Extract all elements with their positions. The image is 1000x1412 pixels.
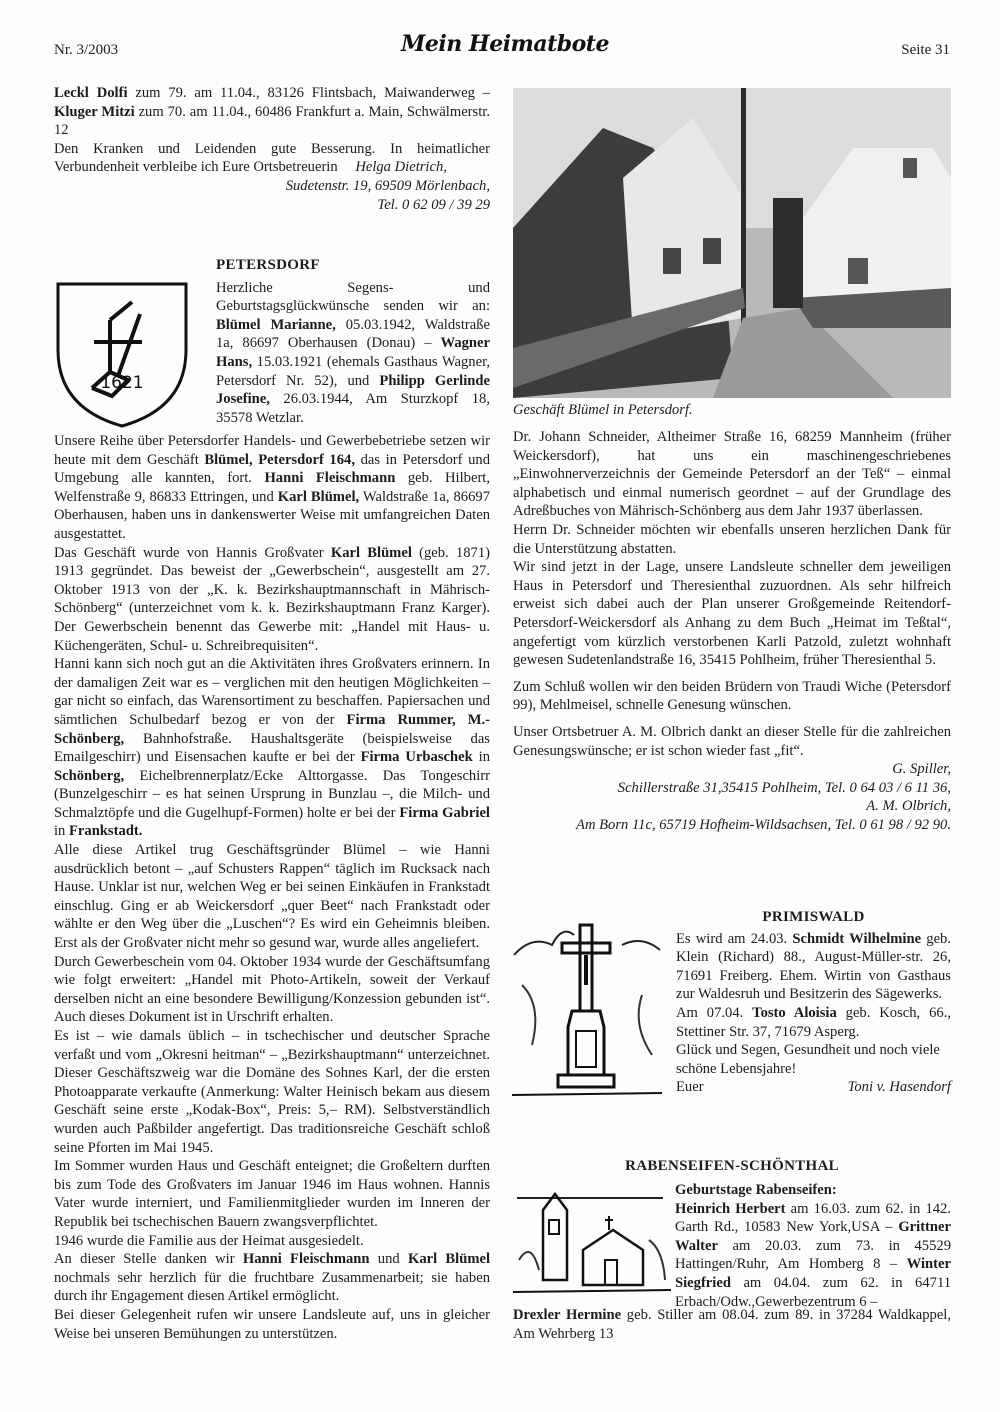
name: Leckl Dolfi [54,85,128,101]
rabenseifen-section-bottom: Drexler Hermine geb. Stiller am 08.04. zum 89. in 37284 Waldkappel, Am Wehrberg 13 [513,1307,951,1342]
page-number: Seite 31 [901,42,950,58]
name: Kluger Mitzi [54,103,135,120]
svg-text:Mein Heimatbote: Mein Heimatbote [401,31,609,57]
petersdorf-crest-icon [52,280,192,430]
section-heading-primiswald: PRIMISWALD [762,909,865,925]
petersdorf-intro: PETERSDORF Herzliche Segens- und Geburtstagsglückwünsche senden wir an: Blümel Marianne, 05.03.1942, Waldstraße 1a, 86697 Oberhausen (Donau) – Wagner Hans, 15.03.1921 (ehemals Gasthaus Wagner, Petersdorf Nr. 52), und Philipp Gerlinde Josefine, 26.03.1944, Am Sturzkopf 18, 35578 Wetzlar. [216,257,491,426]
signature-phone: Tel. 0 62 09 / 39 29 [377,196,490,213]
signature-address: Sudetenstr. 19, 69509 Mörlenbach, [285,177,490,194]
masthead-logo [401,28,609,58]
primiswald-section: PRIMISWALD Es wird am 24.03. Schmidt Wilhelmine geb. Klein (Richard) 88., August-Müller-str. 26, 71691 Freiberg. Ehem. Wirtin von Gasthaus zur Waldesruh und Besitzerin des Sägewerks. Am 07.04. Tosto Aloisia geb. Kosch, 66., Stettiner Str. 37, 71679 Asperg. Glück und Segen, Gesundheit und noch viele schöne Lebensjahre! Euer Toni v. Hasendorf [676,909,951,1096]
photo-caption: Geschäft Blümel in Petersdorf. [513,402,693,418]
signature-address: Am Born 11c, 65719 Hofheim-Wildsachsen, Tel. 0 61 98 / 92 90. [576,816,951,833]
signature-name: Helga Dietrich, [355,159,447,176]
issue-number: Nr. 3/2003 [54,42,119,58]
signature: Toni v. Hasendorf [847,1079,951,1096]
signature-address: Schillerstraße 31,35415 Pohlheim, Tel. 0 64 03 / 6 11 36, [617,779,951,796]
rabenseifen-section-top: Geburtstage Rabenseifen: Heinrich Herbert am 16.03. zum 62. in 142. Garth Rd., 10583 New York,USA – Grittner Walter am 20.03. zum 73. in 45529 Hattingen/Ruhr, Am Homberg 8 – Winter Siegfried am 04.04. zum 62. in 64711 Erbach/Odw.,Gewerbezentrum 6 – [675,1182,951,1310]
signature: G. Spiller, [892,761,951,778]
signature: A. M. Olbrich, [866,798,951,815]
wayside-cross-icon [512,915,662,1105]
church-sketch-icon [513,1180,671,1300]
right-column-text: Dr. Johann Schneider, Altheimer Straße 16, 68259 Mannheim (früher Weickersdorf), hat uns ein maschinengeschriebenes „Einwohnerverzeichnis der Gemeinde Petersdorf an der Teß“ – einmal alphabetisch und einmal numerisch geordnet – auf der Grundlage des Adreßbuches von Mährisch-Schönberg aus dem Jahr 1937 überlassen. Herrn Dr. Schneider möchten wir ebenfalls unseren herzlichen Dank für die Unterstützung abstatten. Wir sind jetzt in der Lage, unsere Landsleute schneller dem jeweiligen Haus in Petersdorf und Theresienthal zuzuordnen. Als sehr hilfreich erweist sich dabei auch der Plan unserer Großgemeinde Reitendorf-Petersdorf-Weickersdorf als Anhang zu dem Buch „Heimat im Teßtal“, angefertigt vom kürzlich verstorbenen Karli Patzold, zuletzt wohnhaft gewesen Sudetenlandstraße 16, 35415 Pohlheim, früher Theresienthal 5. Zum Schluß wollen wir den beiden Brüdern von Traudi Wiche (Petersdorf 99), Mehlmeisel, schnelle Genesung wünschen. Unser Ortsbetruer A. M. Olbrich dankt an dieser Stelle für die zahlreichen Genesungswünsche; er ist schon wieder fast „fit“. G. Spiller, Schillerstraße 31,35415 Pohlheim, Tel. 0 64 03 / 6 11 36, A. M. Olbrich, Am Born 11c, 65719 Hofheim-Wildsachsen, Tel. 0 61 98 / 92 90. [513,429,951,833]
section-heading-rabenseifen: RABENSEIFEN-SCHÖNTHAL [625,1158,839,1174]
top-left-block: Leckl Dolfi zum 79. am 11.04., 83126 Flintsbach, Maiwanderweg – Kluger Mitzi zum 70. am 11.04., 60486 Frankfurt a. Main, Schwälmerstr. 12 Den Kranken und Leidenden gute Besserung. In heimatlicher Verbundenheit verbleibe ich Eure Ortsbetreuerin Helga Dietrich, Sudetenstr. 19, 69509 Mörlenbach, Tel. 0 62 09 / 39 29 [54,85,490,213]
crest-year: 1621 [100,373,144,393]
article-petersdorf: Unsere Reihe über Petersdorfer Handels- und Gewerbebetriebe setzen wir heute mit dem Geschäft Blümel, Petersdorf 164, das in Petersdorf und Umgebung alle kannten, fort. Hanni Fleischmann geb. Hilbert, Welfenstraße 9, 86833 Ettringen, und Karl Blümel, Waldstraße 1a, 86697 Oberhausen, haben uns in dankenswerter Weise mit umfangreichen Daten ausgestattet. Das Geschäft wurde von Hannis Großvater Karl Blümel (geb. 1871) 1913 gegründet. Das beweist der „Gewerbschein“, ausgestellt am 27. Oktober 1913 von der „K. k. Bezirkshauptmannschaft in Mährisch-Schönberg“ (unterzeichnet vom k. k. Bezirkshauptmann Franz Karger). Der Gewerbschein benennt das Gewerbe mit: „Handel mit Haus- u. Küchengeräten, Schul- u. Schreibrequisiten“. Hanni kann sich noch gut an die Aktivitäten ihres Großvaters erinnern. In der damaligen Zeit war es – verglichen mit den heutigen Möglichkeiten – gar nicht so einfach, das Warensortiment zu beschaffen. Papiersachen und sämtlichen Schulbedarf bezog er von der Firma Rummer, M.-Schönberg, Bahnhofstraße. Haushaltsgeräte (beispielsweise das Emailgeschirr) und Eisensachen kaufte er bei der Firma Urbaschek in Schönberg, Eichelbrennerplatz/Ecke Alttorgasse. Das Tongeschirr (Bunzelgeschirr – es hat seinen Ursprung in Bunzlau –, die Milch- und Schmalztöpfe und die Gugelhupf-Formen) holte er bei der Firma Gabriel in Frankstadt. Alle diese Artikel trug Geschäftsgründer Blümel – wie Hanni ausdrücklich betont – „auf Schusters Rappen“ täglich im Rucksack nach Hause. Unklar ist nur, welchen Weg er bei seinen Einkäufen in Frankstadt einschlug. Ging er ab Weickersdorf „quer Beet“ nach Frankstadt oder wählte er den Weg über die „Luschen“? Es wird ein Geheimnis bleiben. Erst als der Großvater nicht mehr so gesund war, wurde alles angeliefert. Durch Gewerbeschein vom 04. Oktober 1934 wurde der Geschäftsumfang wie folgt erweitert: „Handel mit Photo-Artikeln, soweit der Verkauf derselben nicht an eine besondere Bewilligung/Konzession gebunden ist“. Auch dieses Dokument ist in Urschrift erhalten. Es ist – wie damals üblich – in tschechischer und deutscher Sprache verfaßt und vom „Okresni heitman“ – „Bezirkshauptmann“ unterzeichnet. Dieser Geschäftszweig war die Domäne des Sohnes Karl, der die ersten Photoapparate verkaufte (Anmerkung: Walter Heinisch bekam aus diesem Geschäft seine erste „Kodak-Box“, Preis: 5,– RM). Selbstverständlich wurden auch Paßbilder angefertigt. Das traditionsreiche Geschäft schloß seine Pforten im Mai 1945. Im Sommer wurden Haus und Geschäft enteignet; die Großeltern durften bis zum Tode des Großvaters im Januar 1946 im Haus wohnen. Hannis Vater wurde interniert, und Familienmitglieder wurden im Inneren der Republik bei tschechischen Bauern zwangsverpflichtet. 1946 wurde die Familie aus der Heimat ausgesiedelt. An dieser Stelle danken wir Hanni Fleischmann und Karl Blümel nochmals sehr herzlich für die fruchtbare Zusammenarbeit; sie haben durch ihr Engagement diesen Artikel ermöglicht. Bei dieser Gelegenheit rufen wir unsere Landsleute auf, uns in gleicher Weise bei unseren Bemühungen zu unterstützen. [54,433,491,1342]
photo-geschaeft-bluemel [513,88,951,398]
section-heading-petersdorf: PETERSDORF [216,257,320,273]
